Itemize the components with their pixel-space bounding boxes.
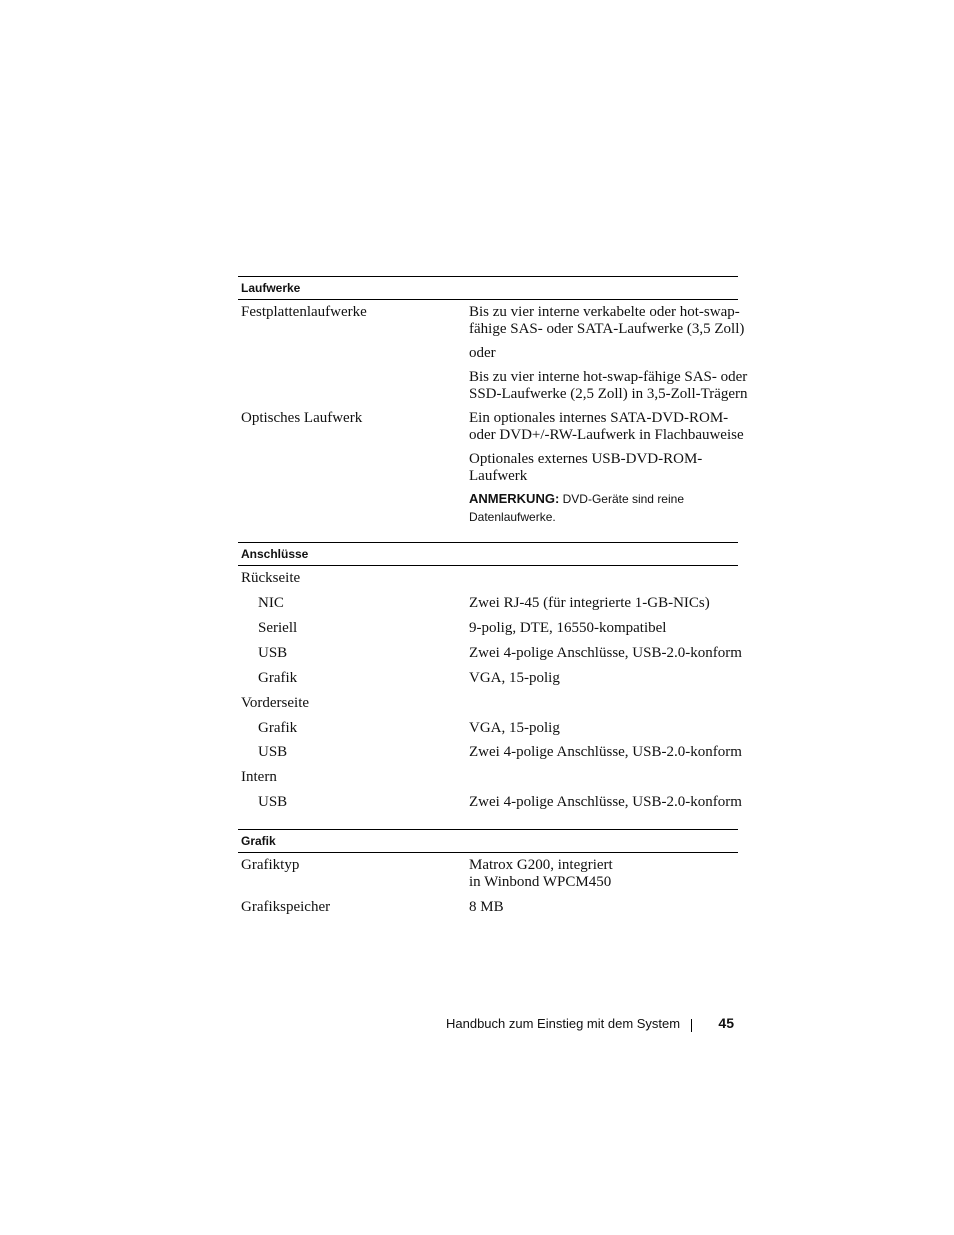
page-footer — [446, 1015, 736, 1035]
front-video-label: Grafik — [258, 720, 298, 736]
optical-value — [469, 410, 744, 526]
video-memory-label: Grafikspeicher — [241, 899, 331, 915]
rear-serial-label: Seriell — [258, 620, 298, 636]
internal-label: Intern — [241, 769, 277, 785]
rear-usb-label: USB — [258, 645, 288, 661]
front-usb-label: USB — [258, 744, 288, 760]
note — [469, 490, 739, 526]
hdd-value — [469, 304, 748, 403]
hdd-or: oder — [469, 345, 496, 361]
note-label: ANMERKUNG: — [469, 491, 560, 506]
front-usb-value: Zwei 4-polige Anschlüsse, USB-2.0-konform — [469, 744, 742, 760]
hdd-label: Festplattenlaufwerke — [241, 304, 367, 320]
optical-label: Optisches Laufwerk — [241, 410, 363, 426]
rear-label: Rückseite — [241, 570, 301, 586]
video-type-value-line: Matrox G200, integriert — [469, 857, 613, 873]
note-text: DVD-Geräte sind reine — [559, 492, 684, 506]
video-type-value-line: in Winbond WPCM450 — [469, 874, 612, 890]
optical-value-line: Ein optionales internes SATA-DVD-ROM- — [469, 410, 729, 426]
footer-divider — [691, 1019, 692, 1032]
front-video-value: VGA, 15-polig — [469, 720, 560, 736]
rear-video-value: VGA, 15-polig — [469, 670, 560, 686]
drives-heading: Laufwerke — [238, 276, 738, 300]
rear-video-label: Grafik — [258, 670, 298, 686]
rear-nic-label: NIC — [258, 595, 284, 611]
video-heading: Grafik — [238, 829, 738, 853]
footer-title: Handbuch zum Einstieg mit dem System — [446, 1016, 681, 1031]
drives-section — [238, 276, 748, 526]
note-text: Datenlaufwerke. — [469, 510, 556, 524]
connectors-section — [238, 542, 742, 812]
optical-value-line: oder DVD+/-RW-Laufwerk in Flachbauweise — [469, 427, 744, 443]
rear-usb-value: Zwei 4-polige Anschlüsse, USB-2.0-konform — [469, 645, 742, 661]
rear-nic-value: Zwei RJ-45 (für integrierte 1-GB-NICs) — [469, 595, 710, 611]
rear-serial-value: 9-polig, DTE, 16550-kompatibel — [469, 620, 667, 636]
hdd-value-line: Bis zu vier interne hot-swap-fähige SAS- oder — [469, 369, 748, 385]
front-label: Vorderseite — [241, 695, 310, 711]
optical-value-line: Optionales externes USB-DVD-ROM- — [469, 451, 703, 467]
hdd-value-line: Bis zu vier interne verkabelte oder hot-swap- — [469, 304, 740, 320]
hdd-value-line: fähige SAS- oder SATA-Laufwerke (3,5 Zoll) — [469, 321, 745, 337]
page-number: 45 — [718, 1015, 734, 1031]
video-memory-value: 8 MB — [469, 899, 504, 915]
hdd-value-line: SSD-Laufwerke (2,5 Zoll) in 3,5-Zoll-Trägern — [469, 386, 748, 402]
video-type-label: Grafiktyp — [241, 857, 300, 873]
connectors-heading: Anschlüsse — [238, 542, 738, 566]
optical-value-line: Laufwerk — [469, 468, 528, 484]
internal-usb-label: USB — [258, 794, 288, 810]
internal-usb-value: Zwei 4-polige Anschlüsse, USB-2.0-konform — [469, 794, 742, 810]
video-section — [238, 829, 738, 929]
video-type-value — [469, 857, 739, 891]
